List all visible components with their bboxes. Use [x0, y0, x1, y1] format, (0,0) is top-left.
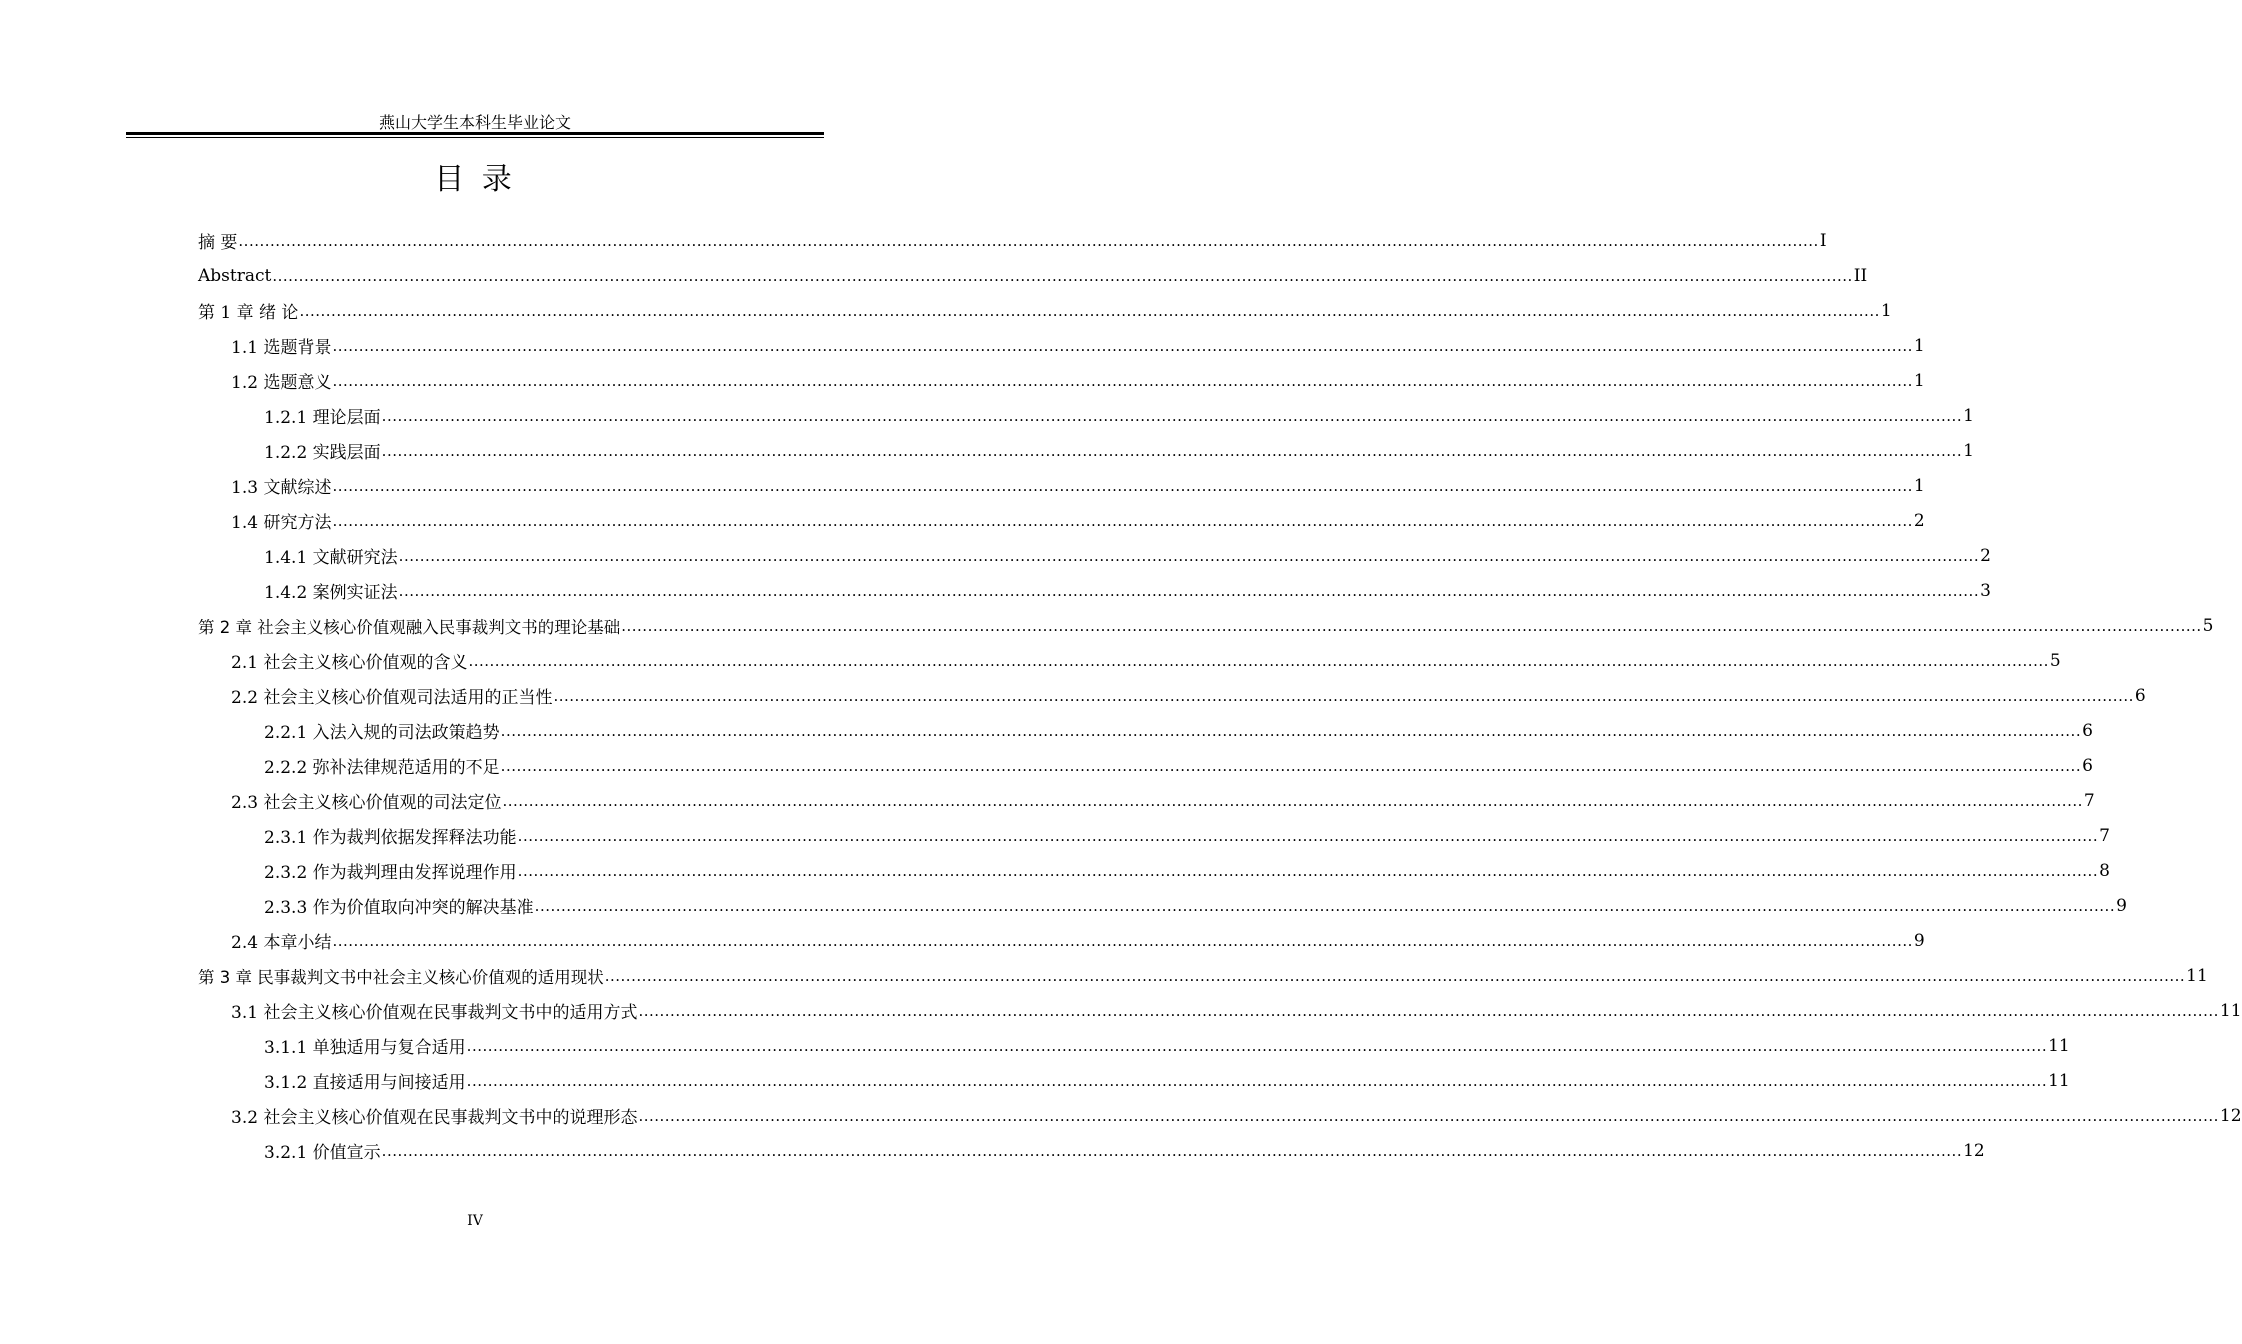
toc-leader-dots: ............................................................................................................................................................................................................................................................................................................	[332, 931, 1913, 950]
toc-entry-label: 2.3 社会主义核心价值观的司法定位	[231, 793, 502, 813]
toc-entry-label: 2.3.3 作为价值取向冲突的解决基准	[264, 898, 534, 918]
toc-entry[interactable]	[198, 1098, 2242, 1133]
toc-entry[interactable]	[198, 713, 2093, 748]
toc-entry-page: 11	[2186, 965, 2208, 986]
toc-entry-page: I	[1819, 230, 1827, 251]
toc-entry-page: 7	[2099, 825, 2110, 846]
toc-entry-label: 2.2.2 弥补法律规范适用的不足	[264, 758, 500, 778]
toc-entry-label: 3.1.2 直接适用与间接适用	[264, 1073, 466, 1093]
toc-entry[interactable]	[198, 398, 1974, 433]
toc-entry-page: 1	[1913, 475, 1925, 496]
toc-entry-page: 8	[2099, 860, 2110, 881]
toc-entry-label: 1.4.1 文献研究法	[264, 548, 398, 568]
toc-entry-label: 2.4 本章小结	[231, 933, 332, 953]
toc-entry[interactable]	[198, 468, 1925, 503]
toc-entry[interactable]	[198, 888, 2127, 923]
toc-leader-dots: ............................................................................................................................................................................................................................................................................................................	[517, 861, 2099, 880]
toc-entry-page: 2	[1980, 545, 1991, 566]
page-number: IV	[467, 1213, 483, 1229]
toc-entry[interactable]	[198, 643, 2061, 678]
toc-entry-page: II	[1853, 265, 1868, 286]
toc-leader-dots: ............................................................................................................................................................................................................................................................................................................	[517, 826, 2099, 845]
toc-entry-label: 2.3.1 作为裁判依据发挥释法功能	[264, 828, 517, 848]
toc-entry[interactable]	[198, 258, 1868, 293]
toc-leader-dots: ............................................................................................................................................................................................................................................................................................................	[398, 581, 1980, 600]
toc-entry[interactable]	[198, 783, 2095, 818]
toc-leader-dots: ............................................................................................................................................................................................................................................................................................................	[553, 686, 2134, 705]
toc-leader-dots: ............................................................................................................................................................................................................................................................................................................	[638, 1106, 2219, 1125]
toc-entry-label: 1.3 文献综述	[231, 478, 332, 498]
toc-entry[interactable]	[198, 853, 2110, 888]
toc-leader-dots: ............................................................................................................................................................................................................................................................................................................	[466, 1071, 2048, 1090]
toc-leader-dots: ............................................................................................................................................................................................................................................................................................................	[299, 301, 1880, 320]
toc-entry-page: 6	[2134, 685, 2146, 706]
toc-leader-dots: ............................................................................................................................................................................................................................................................................................................	[381, 406, 1963, 425]
toc-leader-dots: ............................................................................................................................................................................................................................................................................................................	[500, 756, 2082, 775]
toc-entry-label: 2.2 社会主义核心价值观司法适用的正当性	[231, 688, 553, 708]
toc-leader-dots: ............................................................................................................................................................................................................................................................................................................	[332, 336, 1913, 355]
toc-leader-dots: ............................................................................................................................................................................................................................................................................................................	[468, 651, 2049, 670]
toc-leader-dots: ............................................................................................................................................................................................................................................................................................................	[398, 546, 1980, 565]
toc-entry[interactable]	[198, 223, 1827, 258]
toc-leader-dots: ............................................................................................................................................................................................................................................................................................................	[332, 476, 1913, 495]
toc-entry-page: 12	[1963, 1140, 1985, 1161]
toc-entry-page: 5	[2049, 650, 2061, 671]
toc-entry-label: 1.1 选题背景	[231, 338, 332, 358]
toc-leader-dots: ............................................................................................................................................................................................................................................................................................................	[332, 511, 1913, 530]
toc-entry-page: 1	[1963, 440, 1974, 461]
toc-entry-label: 2.3.2 作为裁判理由发挥说理作用	[264, 863, 517, 883]
toc-entry-page: 11	[2048, 1070, 2070, 1091]
header-rule-thick	[126, 132, 824, 135]
toc-entry[interactable]	[198, 678, 2146, 713]
toc-entry-label: 1.2 选题意义	[231, 373, 332, 393]
toc-entry-page: 12	[2219, 1105, 2242, 1126]
toc-entry[interactable]	[198, 958, 2208, 993]
toc-entry-label: 3.2.1 价值宣示	[264, 1143, 381, 1163]
toc-entry-page: 1	[1880, 300, 1892, 321]
toc-leader-dots: ............................................................................................................................................................................................................................................................................................................	[332, 371, 1913, 390]
toc-entry[interactable]	[198, 363, 1925, 398]
toc-leader-dots: ............................................................................................................................................................................................................................................................................................................	[502, 791, 2083, 810]
toc-entry-label: 第 1 章 绪 论	[198, 303, 299, 323]
toc-entry-page: 5	[2202, 615, 2214, 636]
toc-entry-page: 6	[2082, 755, 2093, 776]
toc-entry[interactable]	[198, 818, 2110, 853]
toc-entry-page: 2	[1913, 510, 1925, 531]
toc-entry-page: 1	[1913, 370, 1925, 391]
toc-leader-dots: ............................................................................................................................................................................................................................................................................................................	[638, 1001, 2219, 1020]
table-of-contents	[198, 223, 2242, 1168]
toc-leader-dots: ............................................................................................................................................................................................................................................................................................................	[466, 1036, 2048, 1055]
header-rule-thin	[126, 137, 824, 138]
toc-entry[interactable]	[198, 1028, 2070, 1063]
toc-entry-label: 第 2 章 社会主义核心价值观融入民事裁判文书的理论基础	[198, 617, 621, 637]
toc-leader-dots: ............................................................................................................................................................................................................................................................................................................	[238, 231, 1819, 250]
toc-entry-page: 9	[1913, 930, 1925, 951]
toc-entry[interactable]	[198, 923, 1925, 958]
toc-entry-label: 3.1 社会主义核心价值观在民事裁判文书中的适用方式	[231, 1003, 638, 1023]
toc-entry-page: 11	[2048, 1035, 2070, 1056]
toc-entry-label: 1.4.2 案例实证法	[264, 583, 398, 603]
toc-entry-label: 1.2.1 理论层面	[264, 408, 381, 428]
toc-entry-label: 摘 要	[198, 233, 238, 253]
toc-entry-page: 9	[2116, 895, 2127, 916]
toc-leader-dots: ............................................................................................................................................................................................................................................................................................................	[534, 896, 2116, 915]
toc-title: 目 录	[434, 162, 516, 197]
toc-leader-dots: ............................................................................................................................................................................................................................................................................................................	[604, 966, 2186, 985]
toc-entry-label: 3.1.1 单独适用与复合适用	[264, 1038, 466, 1058]
toc-entry-page: 1	[1963, 405, 1974, 426]
toc-entry-page: 3	[1980, 580, 1991, 601]
toc-entry-page: 6	[2082, 720, 2093, 741]
toc-entry[interactable]	[198, 993, 2242, 1028]
toc-entry-label: 3.2 社会主义核心价值观在民事裁判文书中的说理形态	[231, 1108, 638, 1128]
toc-entry-page: 1	[1913, 335, 1925, 356]
toc-entry[interactable]	[198, 748, 2093, 783]
toc-entry[interactable]	[198, 538, 1991, 573]
toc-entry[interactable]	[198, 608, 2214, 643]
toc-entry[interactable]	[198, 293, 1892, 328]
toc-entry[interactable]	[198, 503, 1925, 538]
toc-entry[interactable]	[198, 573, 1991, 608]
toc-entry-page: 7	[2083, 790, 2095, 811]
toc-entry[interactable]	[198, 433, 1974, 468]
toc-entry-label: 1.2.2 实践层面	[264, 443, 381, 463]
toc-leader-dots: ............................................................................................................................................................................................................................................................................................................	[272, 266, 1853, 285]
toc-entry-label: 2.2.1 入法入规的司法政策趋势	[264, 723, 500, 743]
toc-entry[interactable]	[198, 1133, 1985, 1168]
toc-entry-label: Abstract	[198, 265, 272, 286]
toc-leader-dots: ............................................................................................................................................................................................................................................................................................................	[500, 721, 2082, 740]
page-header: 燕山大学生本科生毕业论文	[378, 113, 571, 132]
toc-leader-dots: ............................................................................................................................................................................................................................................................................................................	[381, 1141, 1963, 1160]
toc-entry-label: 2.1 社会主义核心价值观的含义	[231, 653, 468, 673]
toc-entry-page: 11	[2219, 1000, 2242, 1021]
toc-entry-label: 第 3 章 民事裁判文书中社会主义核心价值观的适用现状	[198, 967, 604, 987]
toc-leader-dots: ............................................................................................................................................................................................................................................................................................................	[621, 616, 2202, 635]
toc-leader-dots: ............................................................................................................................................................................................................................................................................................................	[381, 441, 1963, 460]
toc-entry[interactable]	[198, 1063, 2070, 1098]
toc-entry-label: 1.4 研究方法	[231, 513, 332, 533]
toc-entry[interactable]	[198, 328, 1925, 363]
